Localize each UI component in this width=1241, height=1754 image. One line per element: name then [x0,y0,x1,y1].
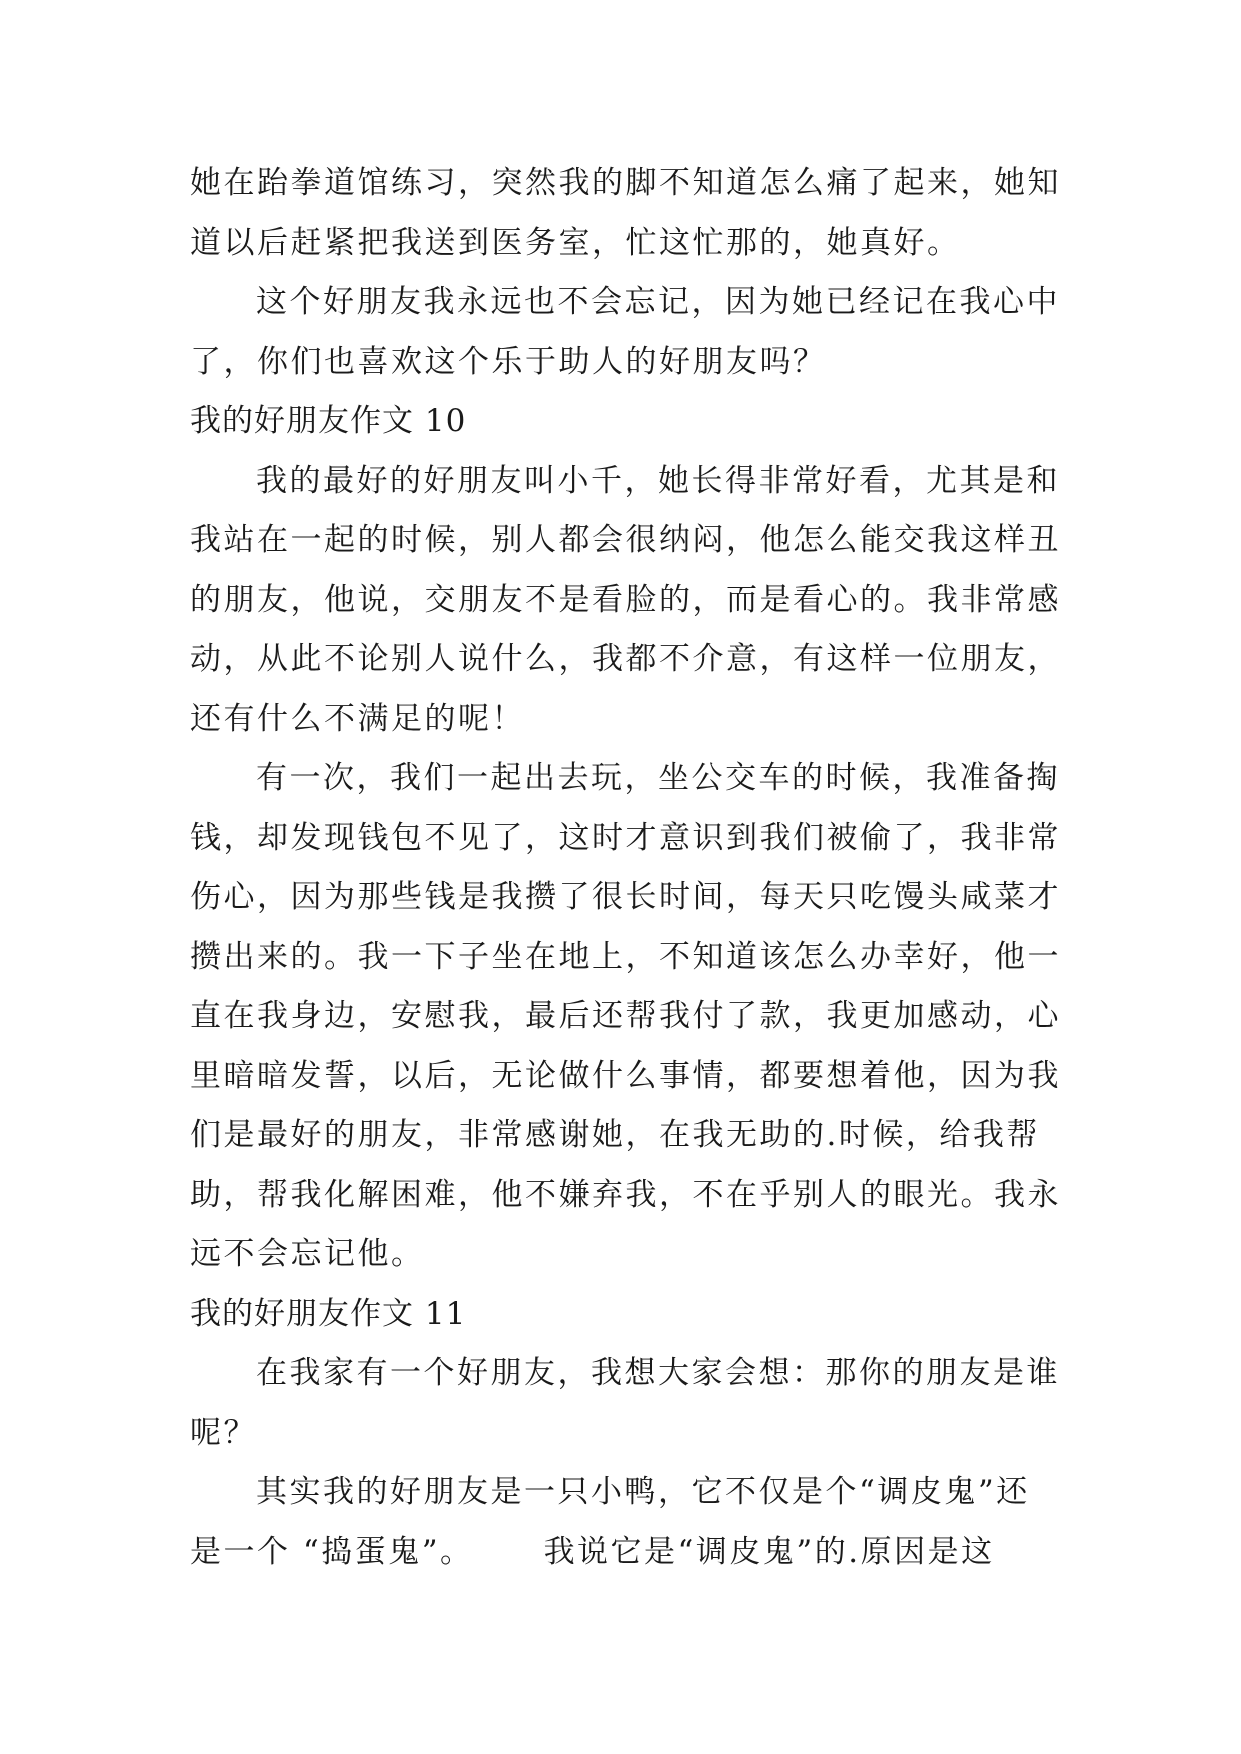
section-heading: 我的好朋友作文 10 [190,403,467,439]
paragraph-line: 她在跆拳道馆练习，突然我的脚不知道怎么痛了起来，她知 [190,165,1061,201]
paragraph-line: 了，你们也喜欢这个乐于助人的好朋友吗？ [190,343,827,380]
paragraph-line: 在我家有一个好朋友，我想大家会想：那你的朋友是谁 [256,1355,1060,1391]
paragraph-line-part: 是一个 “捣蛋鬼”。 [190,1533,474,1570]
paragraph-line: 我站在一起的时候，别人都会很纳闷，他怎么能交我这样丑 [190,522,1061,558]
paragraph-line: 钱，却发现钱包不见了，这时才意识到我们被偷了，我非常 [190,819,1061,856]
paragraph-line: 其实我的好朋友是一只小鸭，它不仅是个“调皮鬼”还 [256,1474,1030,1510]
paragraph-line: 伤心，因为那些钱是我攒了很长时间，每天只吃馒头咸菜才 [190,879,1061,915]
paragraph-line: 攒出来的。我一下子坐在地上，不知道该怎么办幸好，他一 [190,938,1061,975]
paragraph-line: 们是最好的朋友，非常感谢她，在我无助的.时候，给我帮 [190,1117,1040,1153]
section-heading: 我的好朋友作文 11 [190,1295,467,1332]
paragraph-line: 远不会忘记他。 [190,1236,425,1272]
paragraph-line: 里暗暗发誓，以后，无论做什么事情，都要想着他，因为我 [190,1057,1061,1094]
paragraph-line: 直在我身边，安慰我，最后还帮我付了款，我更加感动，心 [190,998,1061,1034]
paragraph-line: 我的最好的好朋友叫小千，她长得非常好看，尤其是和 [256,462,1060,499]
paragraph-line: 的朋友，他说，交朋友不是看脸的，而是看心的。我非常感 [190,581,1061,618]
paragraph-line-part: 我说它是“调皮鬼”的.原因是这 [543,1533,995,1570]
paragraph-line [190,1523,1070,1583]
paragraph-line: 动，从此不论别人说什么，我都不介意，有这样一位朋友， [190,641,1061,677]
paragraph-line: 呢？ [190,1414,257,1451]
document-body [190,154,1070,1582]
paragraph-line: 道以后赶紧把我送到医务室，忙这忙那的，她真好。 [190,224,961,261]
paragraph-line: 有一次，我们一起出去玩，坐公交车的时候，我准备掏 [256,760,1060,796]
paragraph-line: 还有什么不满足的呢！ [190,700,525,737]
paragraph-line: 助，帮我化解困难，他不嫌弃我，不在乎别人的眼光。我永 [190,1176,1061,1213]
paragraph-line: 这个好朋友我永远也不会忘记，因为她已经记在我心中 [256,284,1060,320]
